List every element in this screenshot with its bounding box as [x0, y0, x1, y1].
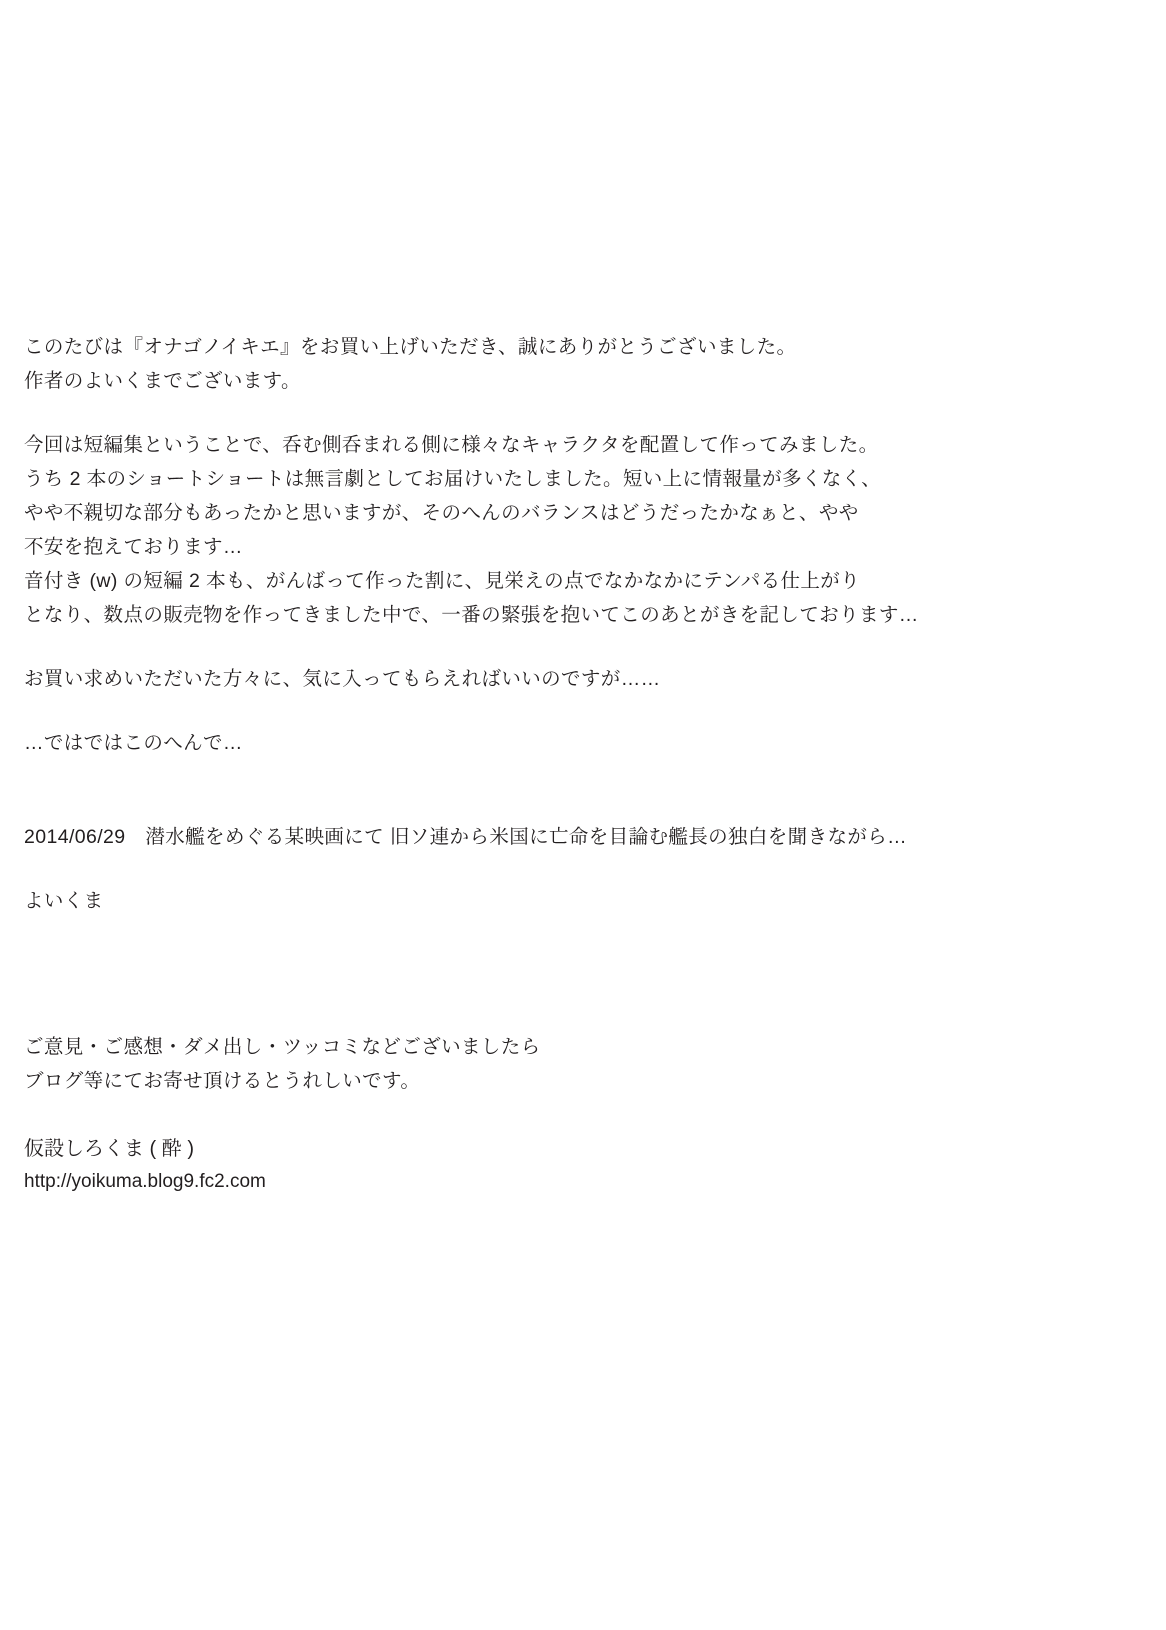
greeting-block [24, 330, 1124, 398]
blog-url-link[interactable]: http://yoikuma.blog9.fc2.com [24, 1171, 266, 1192]
footer-block [24, 1030, 1124, 1198]
greeting-line-2: 作者のよいくまでございます。 [24, 370, 301, 392]
spacer-6 [24, 1098, 1124, 1132]
main-block [24, 428, 1124, 632]
spacer-4 [24, 760, 1124, 820]
dateline: 2014/06/29 潜水艦をめぐる某映画にて 旧ソ連から米国に亡命を目論む艦長の独白を聞きながら… [24, 826, 908, 848]
afterword-body [24, 330, 1124, 918]
spacer-5 [24, 854, 1124, 884]
main-line-4: 不安を抱えております… [24, 536, 243, 558]
main-line-1: 今回は短編集ということで、呑む側呑まれる側に様々なキャラクタを配置して作ってみました。 [24, 434, 879, 456]
spacer-1 [24, 398, 1124, 428]
main-line-3: やや不親切な部分もあったかと思いますが、そのへんのバランスはどうだったかなぁと、やや [24, 502, 859, 524]
blog-name: 仮設しろくま ( 酔 ) [24, 1138, 194, 1160]
hope-line: お買い求めいただいた方々に、気に入ってもらえればいいのですが…… [24, 668, 661, 690]
feedback-line-1: ご意見・ご感想・ダメ出し・ツッコミなどございましたら [24, 1036, 541, 1058]
main-line-6: となり、数点の販売物を作ってきました中で、一番の緊張を抱いてこのあとがきを記しております… [24, 604, 919, 626]
spacer-2 [24, 632, 1124, 662]
author-signature: よいくま [24, 890, 104, 912]
closing-line: …ではではこのへんで… [24, 732, 243, 754]
feedback-line-2: ブログ等にてお寄せ頂けるとうれしいです。 [24, 1070, 421, 1092]
spacer-3 [24, 696, 1124, 726]
main-line-2: うち 2 本のショートショートは無言劇としてお届けいたしました。短い上に情報量が多くなく、 [24, 468, 882, 490]
greeting-line-1: このたびは『オナゴノイキエ』をお買い上げいただき、誠にありがとうございました。 [24, 336, 797, 358]
main-line-5: 音付き (w) の短編 2 本も、がんばって作った割に、見栄えの点でなかなかにテンパる仕上がり [24, 570, 861, 592]
